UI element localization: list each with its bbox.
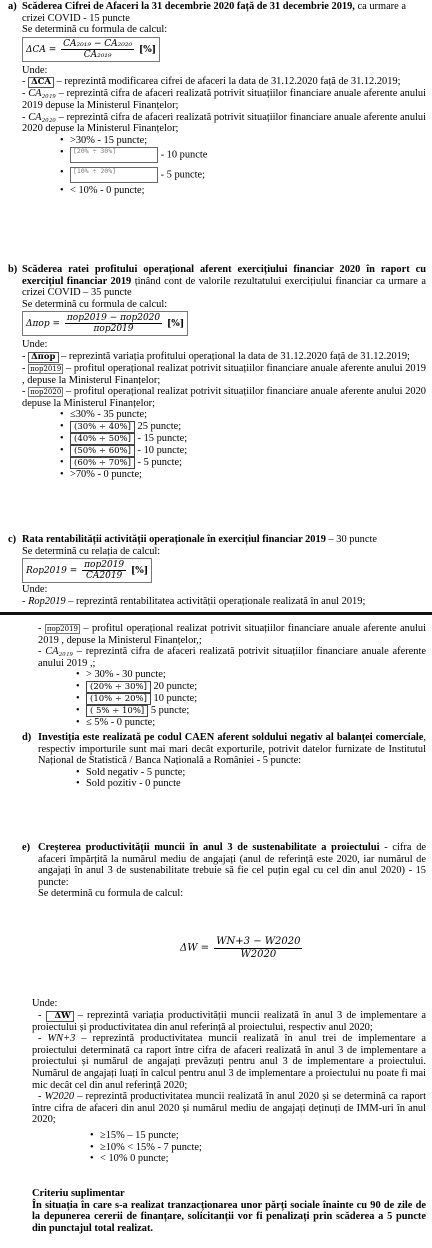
criterion-c-label: c) — [8, 534, 17, 545]
symbol-delta-pi: Δπop — [28, 352, 58, 363]
criterion-c-title: Rata rentabilității activității operaționale în exercițiul financiar 2019 — [22, 534, 326, 545]
symbol-ca2019: CA₂₀₁₉ — [28, 88, 56, 100]
list-item: • (40% ÷ 50%] - 15 puncte; — [60, 433, 426, 445]
list-item: • >30% - 15 puncte; — [60, 135, 426, 147]
symbol-w2020: W2020 — [44, 1091, 75, 1103]
unde-label: Unde: — [32, 998, 58, 1009]
criteriu-title: Criteriu suplimentar — [32, 1188, 125, 1199]
range-box: (10% ÷ 20%] — [86, 693, 151, 705]
symbol-delta-ca: ΔCA — [28, 77, 54, 88]
criterion-d-label: d) — [22, 732, 32, 743]
range-box: (30% ÷ 40%] — [70, 421, 135, 433]
definition-w-n3: – reprezintă productivitatea muncii realizată în anul trei de implementare a proiectului determinată ca raport între cifra de afaceri realizată în anul 3 de implementare a proiectului și numărul de angajați prevăzuți pentru anul 3 de implementare a proiectului. Numărul de angajați luați în calcul pentru anul 3 de implementare a proiectului nu poate fi mai mic decât cel din anul referință 2020; — [32, 1033, 426, 1091]
range-box: [10% ÷ 20%] — [70, 167, 158, 183]
definition-ca2019: – reprezintă cifra de afaceri realizată potrivit situațiilor financiare anuale aferente anului 2019 ,; — [38, 646, 426, 669]
list-item: • (20% ÷ 30%] 20 puncte; — [76, 681, 426, 693]
list-item: • (50% ÷ 60%] - 10 puncte; — [60, 445, 426, 457]
symbol-pi2019: πop2019 — [46, 625, 78, 633]
unde-label: Unde: — [22, 64, 48, 76]
document-page-top — [0, 0, 432, 615]
range-box: ( 5% ÷ 10%] — [86, 705, 148, 717]
definition-r-op: – reprezintă rentabilitatea activității operaționale realizată în anul 2019; — [65, 595, 366, 607]
symbol-pi2019: πop2019 — [30, 364, 62, 373]
unde-label: Unde: — [22, 339, 48, 351]
criterion-e-text: - cifra de afaceri împărțită la numărul mediu de angajați (anul de referință este 2020, iar numărul de angajați în anul 3 de sustenabilitate trebuie să fie cel puțin egal cu cel din anul 2020) - 15 puncte: — [38, 842, 426, 888]
criterion-e — [0, 842, 432, 900]
list-item: • ≥10% < 15% - 7 puncte; — [90, 1142, 426, 1154]
definition-delta-w: – reprezintă variația productivității muncii realizată în anul 3 de implementare a proiectului și productivitatea din anul referință al proiectului, respectiv anul 2020; — [32, 1009, 426, 1033]
range-box: [20% ÷ 30%] — [70, 147, 158, 163]
criteriu-suplimentar — [0, 1188, 432, 1234]
definition-pi2019: – profitul operațional realizat potrivit situațiilor financiare anuale aferente anului 2019 , depuse la Ministerul Finanțelor; — [22, 362, 426, 386]
list-item: • [10% ÷ 20%] - 5 puncte; — [60, 167, 426, 183]
symbol-r-op: Rop2019 — [28, 595, 66, 607]
definition-ca2019: – reprezintă cifra de afaceri realizată potrivit situațiilor financiare anuale aferente anului 2019 depuse la Ministerul Finanțelor; — [22, 88, 426, 111]
list-item: • Sold negativ - 5 puncte; — [76, 767, 426, 779]
definition-pi2020: – profitul operațional realizat potrivit situațiilor financiare anuale aferente anului 2020 depuse la Ministerul Finanțelor; — [22, 386, 426, 409]
formula-r-op: Rop2019 = $\frac{\text{πop2019}}{CA2019}$ [%] — [22, 558, 152, 583]
definition-w2020: – reprezintă productivitatea muncii realizată în anul 2020 și se determină ca raport între cifra de afaceri din anul 2020 și numărul mediu de angajați deținuți de IMM-uri în anul 2020; — [32, 1091, 426, 1126]
formula-delta-w: ΔW = $\frac{WN+3 - W2020}{W2020}$ — [180, 936, 301, 960]
symbol-ca2020: CA₂₀₂₀ — [28, 111, 56, 123]
criterion-e-label: e) — [22, 842, 31, 853]
criterion-d-title: Investiția este realizată pe codul CAEN aferent soldului negativ al balanței comerciale — [38, 732, 424, 743]
criterion-d — [0, 732, 432, 790]
list-item: • > 30% - 30 puncte; — [76, 669, 426, 681]
unde-label: Unde: — [22, 584, 48, 596]
criterion-c-continued: - πop2019 – profitul operațional realizat potrivit situațiilor financiare anuale aferente anului 2019 , depuse la Ministerul Finanțelor,; - CA₂₀₁₉ – reprezintă cifra de afaceri realizată potrivit situațiilor financiare anuale aferente anului 2019 ,; • > 30% - 30 puncte; • (20% ÷ 30%] 20 puncte; • (10% ÷ 20%] 10 puncte; • ( 5% ÷ 10%] 5 puncte; • ≤ 5% - 0 puncte; — [0, 623, 432, 729]
criterion-c: c) Rata rentabilității activității operaționale în exercițiul financiar 2019 – 30 puncte Se determină cu relația de calcul: Rop2019 = $\frac{\text{πop2019}}{CA2019}$ [%] Unde: - Rop2019 – reprezintă rentabilitatea activității operaționale realizată în anul 2019; — [0, 534, 432, 607]
symbol-pi2020: πop2020 — [30, 388, 62, 397]
range-box: (40% ÷ 50%] — [70, 433, 135, 445]
list-item: • (10% ÷ 20%] 10 puncte; — [76, 693, 426, 705]
list-item: • (60% ÷ 70%] - 5 puncte; — [60, 457, 426, 469]
criterion-e-definitions: Unde: - ΔW – reprezintă variația productivității muncii realizată în anul 3 de implementare a proiectului și productivitatea din anul referință al proiectului, respectiv anul 2020; - WN+3 – reprezintă productivitatea muncii realizată în anul trei de implementare a proiectului determinată ca raport între cifra de afaceri realizată în anul 3 de implementare a proiectului și numărul de angajați prevăzuți pentru anul 3 de implementare a proiectului. Numărul de angajați luați în calcul pentru anul 3 de implementare a proiectului nu poate fi mai mic decât cel din anul referință 2020; - W2020 – reprezintă productivitatea muncii realizată în anul 2020 și se determină ca raport între cifra de afaceri din anul 2020 și numărul mediu de angajați deținuți de IMM-uri în anul 2020; • ≥15% – 15 puncte; • ≥10% < 15% - 7 puncte; • < 10% 0 puncte; — [0, 998, 432, 1165]
criterion-a: a) Scăderea Cifrei de Afaceri la 31 decembrie 2020 față de 31 decembrie 2019, ca urmare a crizei COVID - 15 puncte Se determină cu formula de calcul: ΔCA = $\frac{\text{CA₂₀₁₉ − CA₂₀₂₀}}{\text{CA₂₀₁₉}}$ [%] Unde: - ΔCA – reprezintă modificarea cifrei de afaceri la data de 31.12.2020 față de 31.12.2019; - CA₂₀₁₉ – reprezintă cifra de afaceri realizată potrivit situațiilor financiare anuale aferente anului 2019 depuse la Ministerul Finanțelor; - CA₂₀₂₀ – reprezintă cifra de afaceri realizată potrivit situațiilor financiare anuale aferente anului 2020 depuse la Ministerul Finanțelor; • >30% - 15 puncte; • [20% ÷ 30%] - 10 puncte • [10% ÷ 20%] - 5 puncte; • < 10% - 0 puncte; — [0, 1, 432, 197]
range-box: (20% ÷ 30%] — [86, 681, 151, 693]
list-item: • >70% - 0 puncte; — [60, 469, 426, 481]
list-item: • ≥15% – 15 puncte; — [90, 1130, 426, 1142]
criterion-d-text: , respectiv importurile sunt mai mari decât exporturile, potrivit datelor furnizate de Institutul Național de Statistică / Banca Națională a României - 5 puncte: — [38, 732, 426, 767]
formula-delta-ca: ΔCA = $\frac{\text{CA₂₀₁₉ − CA₂₀₂₀}}{\text{CA₂₀₁₉}}$ [%] — [22, 37, 160, 62]
criterion-b-label: b) — [8, 264, 18, 275]
criterion-e-calc-intro: Se determină cu formula de calcul: — [38, 888, 184, 900]
criterion-b-calc-intro: Se determină cu formula de calcul: — [22, 298, 168, 310]
criterion-c-calc-intro: Se determină cu relația de calcul: — [22, 545, 161, 557]
criterion-a-title: Scăderea Cifrei de Afaceri la 31 decembrie 2020 față de 31 decembrie 2019, — [22, 1, 355, 12]
list-item: • ( 5% ÷ 10%] 5 puncte; — [76, 705, 426, 717]
criterion-e-title: Creșterea productivității muncii în anul 3 de sustenabilitate a proiectului — [38, 842, 380, 853]
criteriu-text: În situația în care s-a realizat tranzacționarea unor părți sociale înainte cu 90 de zile de la depunerea cererii de finanțare, solicitanții vor fi penalizați prin scăderea a 5 puncte din punctajul total realizat. — [32, 1199, 426, 1234]
criterion-b-title-tail: ținând cont de valorile rezultatului exercițiului financiar ca urmare a crizei COVID – 35 puncte — [22, 275, 426, 299]
criterion-a-title-tail: ca urmare a crizei COVID - 15 puncte — [22, 1, 406, 24]
symbol-delta-w: ΔW — [46, 1011, 74, 1022]
criterion-a-label: a) — [8, 1, 17, 12]
range-box: (60% ÷ 70%] — [70, 457, 135, 469]
document-page-bottom — [0, 615, 432, 1248]
list-item: • Sold pozitiv - 0 puncte — [76, 778, 426, 790]
list-item: • < 10% - 0 puncte; — [60, 185, 426, 197]
range-box: (50% ÷ 60%] — [70, 445, 135, 457]
list-item: • [20% ÷ 30%] - 10 puncte — [60, 147, 426, 163]
criterion-c-title-tail: – 30 puncte — [325, 534, 377, 545]
list-item: • ≤30% - 35 puncte; — [60, 409, 426, 421]
symbol-ca2019: CA₂₀₁₉ — [45, 646, 73, 658]
definition-ca2020: – reprezintă cifra de afaceri realizată potrivit situațiilor financiare anuale aferente anului 2020 depuse la Ministerul Finanțelor; — [22, 111, 426, 135]
definition-pi2019: – profitul operațional realizat potrivit situațiilor financiare anuale aferente anului 2019 , depuse la Ministerul Finanțelor,; — [38, 623, 426, 646]
definition-delta-pi: – reprezintă variația profitului operațional la data de 31.12.2020 față de 31.12.2019; — [58, 350, 410, 362]
definition-delta-ca: – reprezintă modificarea cifrei de afaceri la data de 31.12.2020 față de 31.12.2019; — [54, 76, 401, 88]
criterion-a-calc-intro: Se determină cu formula de calcul: — [22, 24, 168, 36]
symbol-w-n3: WN+3 — [47, 1033, 76, 1045]
list-item: • < 10% 0 puncte; — [90, 1153, 426, 1165]
criterion-b-title: Scăderea ratei profitului operațional aferent exercițiului financiar 2020 în raport cu exercițiul financiar 2019 — [22, 264, 426, 287]
list-item: • ≤ 5% - 0 puncte; — [76, 717, 426, 729]
criterion-b: b) Scăderea ratei profitului operațional aferent exercițiului financiar 2020 în raport cu exercițiul financiar 2019 ținând cont de valorile rezultatului exercițiului financiar ca urmare a crizei COVID – 35 puncte Se determină cu formula de calcul: Δπop = $\frac{\text{πop2019 − πop2020}}{\text{πop2019}}$ [%] Unde: - Δπop – reprezintă variația profitului operațional la data de 31.12.2020 față de 31.12.2019; - πop2019 – profitul operațional realizat potrivit situațiilor financiare anuale aferente anului 2019 , depuse la Ministerul Finanțelor; - πop2020 – profitul operațional realizat potrivit situațiilor financiare anuale aferente anului 2020 depuse la Ministerul Finanțelor; • ≤30% - 35 puncte; • (30% ÷ 40%] 25 puncte; • (40% ÷ 50%] - 15 puncte; • (50% ÷ 60%] - 10 puncte; • (60% ÷ 70%] - 5 puncte; • >70% - 0 puncte; — [0, 264, 432, 481]
list-item: • (30% ÷ 40%] 25 puncte; — [60, 421, 426, 433]
formula-delta-pi: Δπop = $\frac{\text{πop2019 − πop2020}}{\text{πop2019}}$ [%] — [22, 311, 188, 336]
